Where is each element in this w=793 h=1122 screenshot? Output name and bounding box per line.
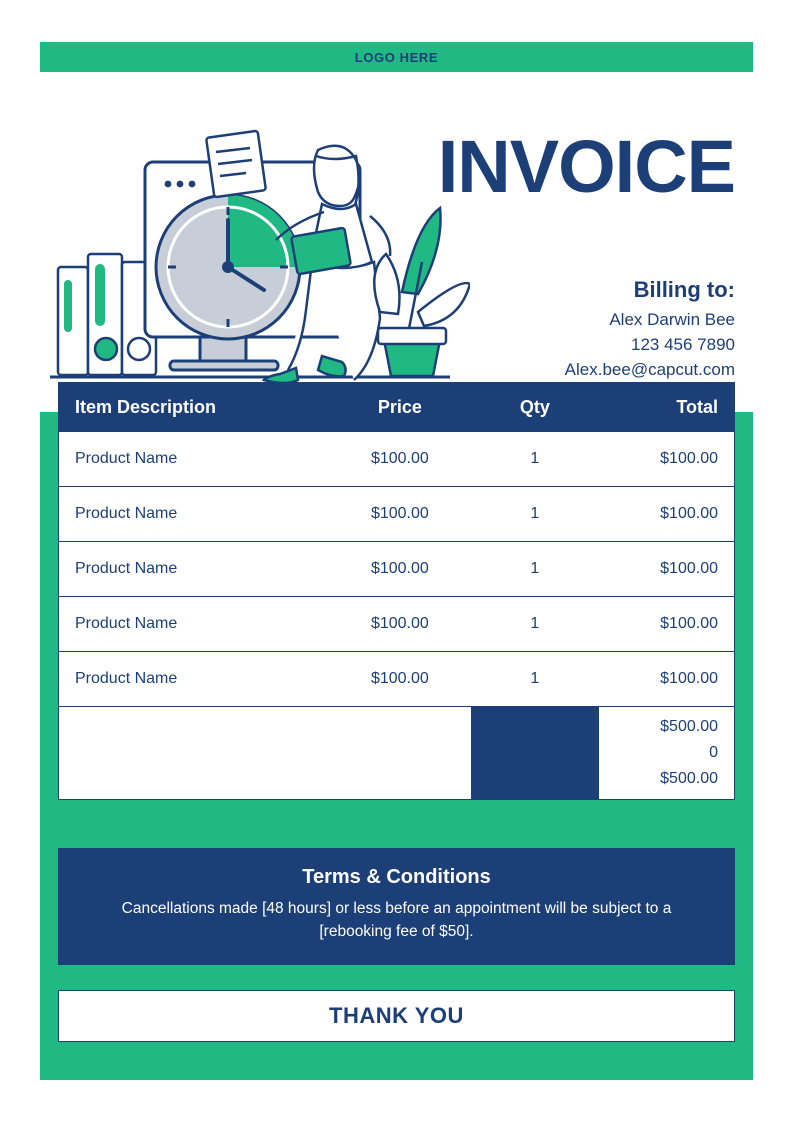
cell-description: Product Name (59, 432, 329, 487)
invoice-frame (40, 42, 753, 1080)
page-title: INVOICE (437, 125, 735, 208)
column-header-total: Total (599, 383, 734, 432)
cell-price: $100.00 (329, 652, 471, 707)
table-row (59, 652, 734, 707)
workspace-illustration-icon (50, 112, 470, 392)
totals-row (59, 707, 734, 800)
total-label: Total (486, 770, 524, 787)
terms-body: Cancellations made [48 hours] or less before an appointment will be subject to a [rebooking fee of $50]. (121, 900, 672, 940)
cell-total: $100.00 (599, 542, 734, 597)
cell-price: $100.00 (329, 542, 471, 597)
cell-description: Product Name (59, 652, 329, 707)
subtotal-label: Subtotal (486, 718, 551, 735)
cell-description: Product Name (59, 487, 329, 542)
billing-heading: Billing to: (633, 277, 735, 302)
logo-placeholder-text: LOGO HERE (354, 49, 439, 65)
cell-description: Product Name (59, 542, 329, 597)
cell-price: $100.00 (329, 487, 471, 542)
totals-labels (471, 707, 599, 800)
cell-price: $100.00 (329, 597, 471, 652)
cell-total: $100.00 (599, 652, 734, 707)
table-header-row (59, 383, 734, 432)
column-header-description: Item Description (59, 383, 329, 432)
cell-qty: 1 (471, 652, 599, 707)
tax-value: 0 (709, 744, 718, 761)
column-header-price: Price (329, 383, 471, 432)
table-row (59, 487, 734, 542)
billing-name: Alex Darwin Bee (609, 310, 735, 329)
cell-qty: 1 (471, 542, 599, 597)
table-row (59, 597, 734, 652)
tax-label: Tax (486, 744, 514, 761)
cell-total: $100.00 (599, 487, 734, 542)
billing-email: Alex.bee@capcut.com (564, 360, 735, 379)
billing-block (565, 277, 735, 382)
cell-qty: 1 (471, 432, 599, 487)
invoice-header (40, 72, 753, 412)
cell-total: $100.00 (599, 432, 734, 487)
table-row (59, 432, 734, 487)
cell-qty: 1 (471, 487, 599, 542)
logo-bar (40, 42, 753, 72)
terms-and-conditions (58, 848, 735, 965)
cell-qty: 1 (471, 597, 599, 652)
totals-spacer (59, 707, 471, 800)
thank-you-banner (58, 990, 735, 1042)
column-header-qty: Qty (471, 383, 599, 432)
total-value: $500.00 (660, 770, 718, 787)
subtotal-value: $500.00 (660, 718, 718, 735)
cell-description: Product Name (59, 597, 329, 652)
totals-values (599, 707, 734, 800)
thank-you-text: THANK YOU (329, 1003, 464, 1028)
cell-price: $100.00 (329, 432, 471, 487)
line-items-table (58, 382, 735, 800)
cell-total: $100.00 (599, 597, 734, 652)
terms-title: Terms & Conditions (302, 866, 491, 888)
billing-phone: 123 456 7890 (631, 335, 735, 354)
table-row (59, 542, 734, 597)
